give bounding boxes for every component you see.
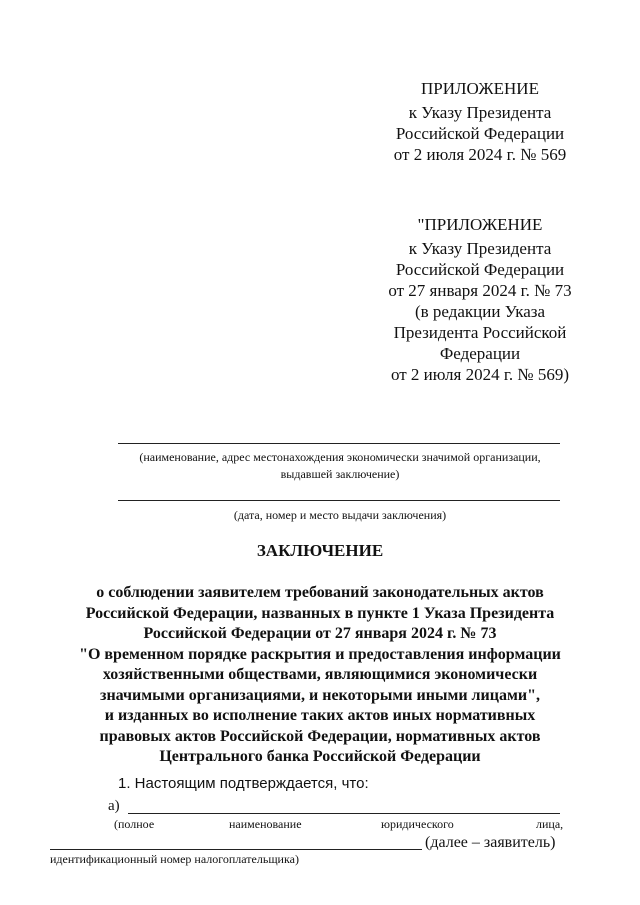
appendix-line: Российской Федерации xyxy=(395,124,565,143)
org-field-line xyxy=(118,443,560,444)
caption-line-2: идентификационный номер налогоплательщика) xyxy=(50,852,299,866)
document-subtitle xyxy=(40,583,600,768)
subtitle-line: и изданных во исполнение таких актов иных нормативных xyxy=(104,707,536,724)
subtitle-line: Российской Федерации, названных в пункте 1 Указа Президента xyxy=(85,604,555,622)
appendix-line: к Указу Президента xyxy=(408,239,552,258)
caption-word: (полное xyxy=(114,817,155,831)
appendix-line: от 2 июля 2024 г. № 569 xyxy=(393,145,567,164)
subtitle-line: Российской Федерации от 27 января 2024 г. № 73 xyxy=(143,625,497,642)
paragraph-1: 1. Настоящим подтверждается, что: xyxy=(118,775,369,792)
subtitle-line: "О временном порядке раскрытия и предоставления информации xyxy=(79,645,561,663)
appendix-line: к Указу Президента xyxy=(408,103,552,122)
date-field-line xyxy=(118,500,560,501)
appendix-line: Президента Российской xyxy=(393,323,567,342)
appendix-line: от 27 января 2024 г. № 73 xyxy=(388,281,572,300)
appendix-heading: "ПРИЛОЖЕНИЕ xyxy=(417,215,543,234)
date-field-caption: (дата, номер и место выдачи заключения) xyxy=(233,508,447,522)
appendix-original xyxy=(370,214,590,385)
item-a-line xyxy=(128,813,560,814)
appendix-line: от 2 июля 2024 г. № 569) xyxy=(390,365,570,384)
caption-word: наименование xyxy=(229,817,302,831)
taxpayer-line xyxy=(50,849,422,850)
org-field-caption-2: выдавшей заключение) xyxy=(280,467,400,481)
subtitle-line: правовых актов Российской Федерации, нормативных актов xyxy=(99,727,541,745)
caption-word: лица, xyxy=(536,817,564,831)
subtitle-line: хозяйственными обществами, являющимися экономически xyxy=(102,666,538,683)
subtitle-line: о соблюдении заявителем требований законодательных актов xyxy=(96,584,544,601)
appendix-line: Федерации xyxy=(439,344,521,363)
appendix-heading: ПРИЛОЖЕНИЕ xyxy=(421,79,539,98)
applicant-note: (далее – заявитель) xyxy=(425,834,556,851)
org-field-caption-1: (наименование, адрес местонахождения экономически значимой организации, xyxy=(139,450,541,464)
subtitle-line: значимыми организациями, и некоторыми иными лицами", xyxy=(100,686,540,704)
appendix-line: (в редакции Указа xyxy=(414,302,546,321)
document-title: ЗАКЛЮЧЕНИЕ xyxy=(256,541,384,560)
appendix-current xyxy=(380,78,580,165)
subtitle-line: Центрального банка Российской Федерации xyxy=(159,748,481,765)
appendix-line: Российской Федерации xyxy=(395,260,565,279)
caption-word: юридического xyxy=(381,817,454,831)
item-a-label: а) xyxy=(108,798,120,814)
